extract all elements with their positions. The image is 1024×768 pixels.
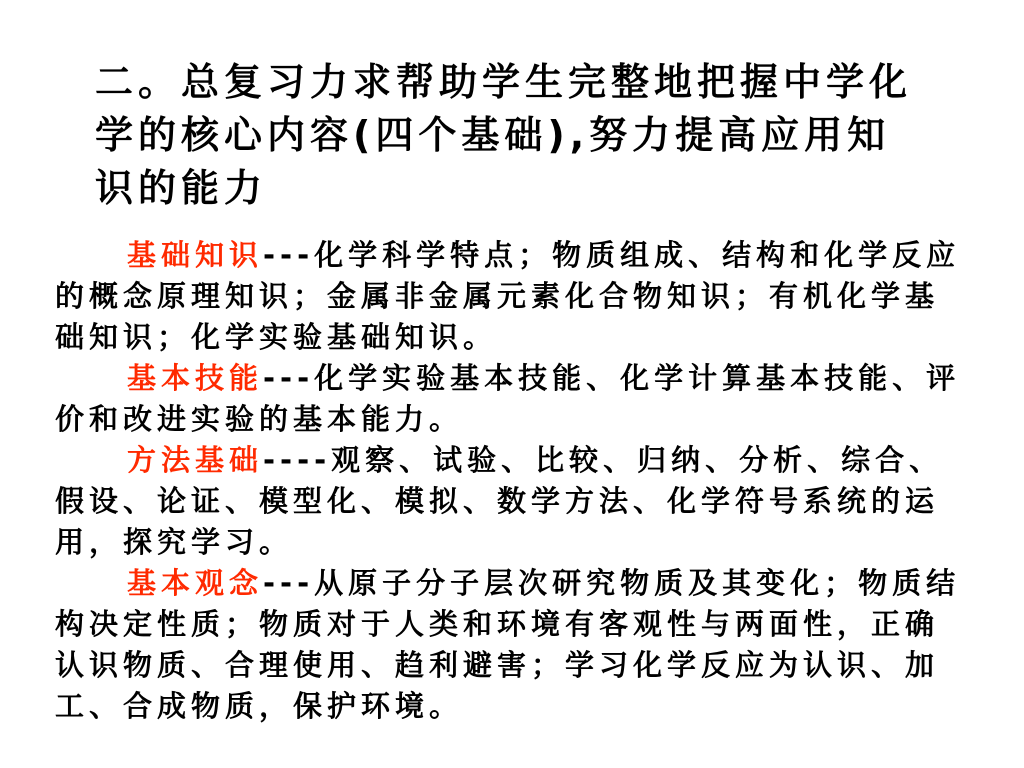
section-line: [55, 563, 985, 604]
section-line: [55, 235, 985, 276]
title-line: 学的核心内容(四个基础),努力提高应用知: [95, 113, 891, 157]
section-label: 基础知识: [127, 238, 264, 272]
section-text: ---化学科学特点；物质组成、结构和化学反应: [263, 238, 961, 272]
section-line: 认识物质、合理使用、趋利避害；学习化学反应为认识、加: [55, 648, 940, 682]
section-line: 础知识；化学实验基础知识。: [55, 320, 498, 354]
section-text: ---从原子分子层次研究物质及其变化；物质结: [263, 566, 961, 600]
section-line: 的概念原理知识；金属非金属元素化合物知识；有机化学基: [55, 279, 940, 313]
section-text: ----观察、试验、比较、归纳、分析、综合、: [263, 443, 944, 477]
title-line: 二。总复习力求帮助学生完整地把握中学化: [95, 60, 913, 104]
section-line: 用，探究学习。: [55, 525, 294, 559]
section-basic-skills: [55, 358, 985, 440]
slide-title: [95, 56, 995, 215]
section-line: 价和改进实验的基本能力。: [55, 402, 464, 436]
section-line: [55, 440, 985, 481]
section-line: 构决定性质；物质对于人类和环境有客观性与两面性，正确: [55, 607, 940, 641]
section-method-basis: [55, 440, 985, 563]
section-label: 基本技能: [127, 361, 264, 395]
section-basic-concepts: [55, 563, 985, 727]
section-line: [55, 358, 985, 399]
section-label: 方法基础: [127, 443, 264, 477]
slide-body: [55, 235, 985, 727]
section-line: 假设、论证、模型化、模拟、数学方法、化学符号系统的运: [55, 484, 940, 518]
section-basic-knowledge: [55, 235, 985, 358]
section-label: 基本观念: [127, 566, 264, 600]
section-line: 工、合成物质，保护环境。: [55, 689, 464, 723]
title-line: 识的能力: [95, 166, 268, 210]
section-text: ---化学实验基本技能、化学计算基本技能、评: [263, 361, 961, 395]
